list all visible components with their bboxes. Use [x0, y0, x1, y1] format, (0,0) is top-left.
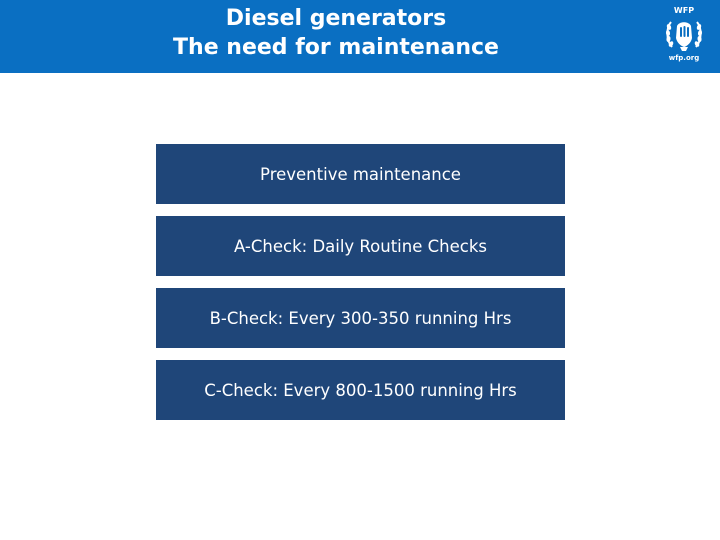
slide-title: [0, 4, 672, 62]
title-line-1: Diesel generators: [225, 6, 447, 31]
wfp-emblem-icon: [663, 16, 705, 54]
box-c-check: C-Check: Every 800-1500 running Hrs: [156, 360, 565, 420]
wfp-logo: [656, 6, 712, 66]
title-line-2: The need for maintenance: [173, 35, 499, 60]
logo-bottom-text: wfp.org: [668, 54, 700, 62]
header-bar: [0, 0, 720, 73]
box-a-check: A-Check: Daily Routine Checks: [156, 216, 565, 276]
box-b-check: B-Check: Every 300-350 running Hrs: [156, 288, 565, 348]
box-preventive-maintenance: Preventive maintenance: [156, 144, 565, 204]
logo-top-text: WFP: [673, 6, 695, 15]
